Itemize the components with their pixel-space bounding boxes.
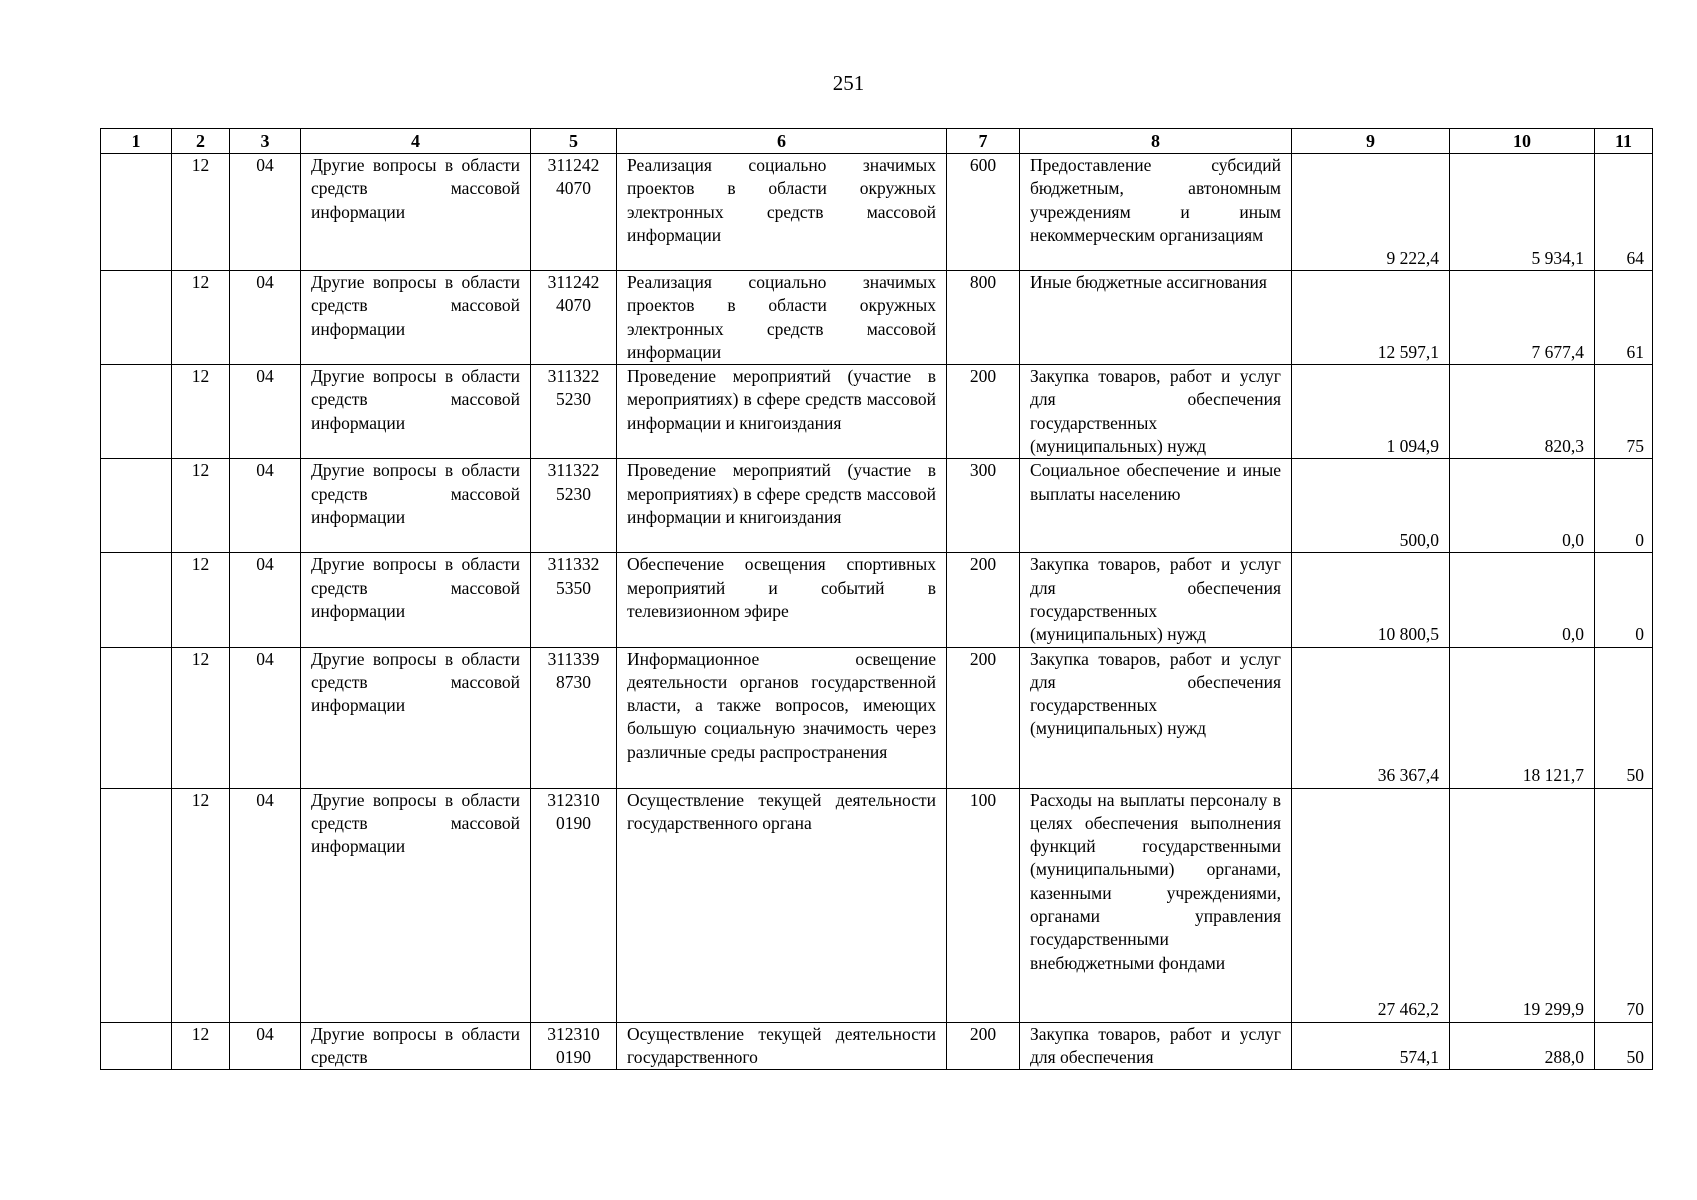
target-code: [531, 365, 617, 459]
target-name: Реализация социально значимых проектов в области окружных электронных средств массовой информации: [617, 154, 947, 271]
target-code: [531, 459, 617, 553]
target-code-part2: 4070: [556, 178, 591, 199]
section-code: 12: [172, 271, 230, 365]
planned-amount: 36 367,4: [1292, 647, 1450, 788]
subsection-name: Другие вопросы в области средств: [301, 1022, 531, 1070]
section-code: 12: [172, 553, 230, 647]
planned-amount: 27 462,2: [1292, 788, 1450, 1022]
cell-col1: [101, 154, 172, 271]
subsection-name: Другие вопросы в области средств массовой информации: [301, 459, 531, 553]
target-code: [531, 553, 617, 647]
target-code-part2: 5230: [556, 483, 591, 504]
percent-complete: 50: [1595, 647, 1653, 788]
target-code-part1: 312310: [547, 789, 600, 810]
actual-amount: 0,0: [1450, 553, 1595, 647]
section-code: 12: [172, 1022, 230, 1070]
expense-type-code: 100: [947, 788, 1020, 1022]
target-code: [531, 271, 617, 365]
target-code: [531, 1022, 617, 1070]
table-row: [101, 459, 1653, 553]
expense-type-name: Иные бюджетные ассигнования: [1020, 271, 1292, 365]
actual-amount: 19 299,9: [1450, 788, 1595, 1022]
planned-amount: 10 800,5: [1292, 553, 1450, 647]
section-code: 12: [172, 365, 230, 459]
percent-complete: 75: [1595, 365, 1653, 459]
target-code-part1: 311322: [547, 366, 600, 387]
percent-complete: 0: [1595, 459, 1653, 553]
actual-amount: 18 121,7: [1450, 647, 1595, 788]
target-code-part1: 311332: [547, 554, 600, 575]
col-header: 8: [1020, 129, 1292, 154]
target-code-part2: 5350: [556, 577, 591, 598]
actual-amount: 820,3: [1450, 365, 1595, 459]
percent-complete: 61: [1595, 271, 1653, 365]
expense-type-name: Закупка товаров, работ и услуг для обеспечения: [1020, 1022, 1292, 1070]
table-row: [101, 788, 1653, 1022]
target-code-part2: 5230: [556, 389, 591, 410]
expense-type-code: 600: [947, 154, 1020, 271]
percent-complete: 64: [1595, 154, 1653, 271]
col-header: 4: [301, 129, 531, 154]
col-header: 1: [101, 129, 172, 154]
expense-type-code: 300: [947, 459, 1020, 553]
target-code-part2: 0190: [556, 812, 591, 833]
subsection-name: Другие вопросы в области средств массовой информации: [301, 271, 531, 365]
section-code: 12: [172, 154, 230, 271]
actual-amount: 5 934,1: [1450, 154, 1595, 271]
cell-col1: [101, 647, 172, 788]
page-number: 251: [832, 71, 865, 95]
cell-col1: [101, 459, 172, 553]
table-row: [101, 365, 1653, 459]
cell-col1: [101, 1022, 172, 1070]
target-name: Проведение мероприятий (участие в мероприятиях) в сфере средств массовой информации и книгоиздания: [617, 459, 947, 553]
target-name: Осуществление текущей деятельности государственного органа: [617, 788, 947, 1022]
target-name: Осуществление текущей деятельности государственного: [617, 1022, 947, 1070]
target-code-part1: 311322: [547, 460, 600, 481]
target-code-part1: 311339: [547, 648, 600, 669]
percent-complete: 50: [1595, 1022, 1653, 1070]
subsection-name: Другие вопросы в области средств массовой информации: [301, 553, 531, 647]
planned-amount: 574,1: [1292, 1022, 1450, 1070]
planned-amount: 12 597,1: [1292, 271, 1450, 365]
table-row: [101, 271, 1653, 365]
col-header: 10: [1450, 129, 1595, 154]
target-code-part2: 0190: [556, 1046, 591, 1067]
col-header: 3: [230, 129, 301, 154]
col-header: 7: [947, 129, 1020, 154]
cell-col1: [101, 553, 172, 647]
target-name: Реализация социально значимых проектов в области окружных электронных средств массовой информации: [617, 271, 947, 365]
table-row: [101, 647, 1653, 788]
target-name: Проведение мероприятий (участие в мероприятиях) в сфере средств массовой информации и книгоиздания: [617, 365, 947, 459]
percent-complete: 70: [1595, 788, 1653, 1022]
target-code-part2: 4070: [556, 295, 591, 316]
subsection-code: 04: [230, 154, 301, 271]
expense-type-name: Социальное обеспечение и иные выплаты населению: [1020, 459, 1292, 553]
expense-type-name: Закупка товаров, работ и услуг для обеспечения государственных (муниципальных) нужд: [1020, 365, 1292, 459]
target-code-part1: 311242: [547, 155, 600, 175]
cell-col1: [101, 788, 172, 1022]
subsection-code: 04: [230, 271, 301, 365]
subsection-name: Другие вопросы в области средств массовой информации: [301, 365, 531, 459]
planned-amount: 9 222,4: [1292, 154, 1450, 271]
target-code: [531, 154, 617, 271]
section-code: 12: [172, 459, 230, 553]
target-name: Информационное освещение деятельности органов государственной власти, а также вопросов, имеющих большую социальную значимость через различные среды распространения: [617, 647, 947, 788]
section-code: 12: [172, 788, 230, 1022]
subsection-code: 04: [230, 647, 301, 788]
expense-type-name: Предоставление субсидий бюджетным, автономным учреждениям и иным некоммерческим организациям: [1020, 154, 1292, 271]
section-code: 12: [172, 647, 230, 788]
planned-amount: 1 094,9: [1292, 365, 1450, 459]
expense-type-code: 200: [947, 365, 1020, 459]
target-code: [531, 788, 617, 1022]
table-row: [101, 1022, 1653, 1070]
expense-type-code: 200: [947, 1022, 1020, 1070]
target-code-part1: 311242: [547, 272, 600, 292]
subsection-code: 04: [230, 553, 301, 647]
cell-col1: [101, 365, 172, 459]
expense-type-code: 200: [947, 647, 1020, 788]
expense-type-name: Закупка товаров, работ и услуг для обеспечения государственных (муниципальных) нужд: [1020, 553, 1292, 647]
expense-type-name: Расходы на выплаты персоналу в целях обеспечения выполнения функций государственными (муниципальными) органами, казенными учреждениями, органами управления государственными внебюджетными фондами: [1020, 788, 1292, 1022]
col-header: 5: [531, 129, 617, 154]
target-code-part2: 8730: [556, 671, 591, 692]
col-header: 11: [1595, 129, 1653, 154]
cell-col1: [101, 271, 172, 365]
actual-amount: 7 677,4: [1450, 271, 1595, 365]
target-name: Обеспечение освещения спортивных мероприятий и событий в телевизионном эфире: [617, 553, 947, 647]
header-row: [101, 129, 1653, 154]
subsection-name: Другие вопросы в области средств массовой информации: [301, 647, 531, 788]
expense-type-name: Закупка товаров, работ и услуг для обеспечения государственных (муниципальных) нужд: [1020, 647, 1292, 788]
target-code-part1: 312310: [547, 1023, 600, 1044]
table-row: [101, 154, 1653, 271]
expense-type-code: 800: [947, 271, 1020, 365]
subsection-code: 04: [230, 1022, 301, 1070]
subsection-code: 04: [230, 365, 301, 459]
col-header: 6: [617, 129, 947, 154]
planned-amount: 500,0: [1292, 459, 1450, 553]
col-header: 2: [172, 129, 230, 154]
subsection-code: 04: [230, 788, 301, 1022]
subsection-name: Другие вопросы в области средств массовой информации: [301, 788, 531, 1022]
subsection-code: 04: [230, 459, 301, 553]
target-code: [531, 647, 617, 788]
actual-amount: 0,0: [1450, 459, 1595, 553]
percent-complete: 0: [1595, 553, 1653, 647]
subsection-name: Другие вопросы в области средств массовой информации: [301, 154, 531, 271]
budget-table: [100, 128, 1653, 1070]
actual-amount: 288,0: [1450, 1022, 1595, 1070]
table-row: [101, 553, 1653, 647]
expense-type-code: 200: [947, 553, 1020, 647]
col-header: 9: [1292, 129, 1450, 154]
